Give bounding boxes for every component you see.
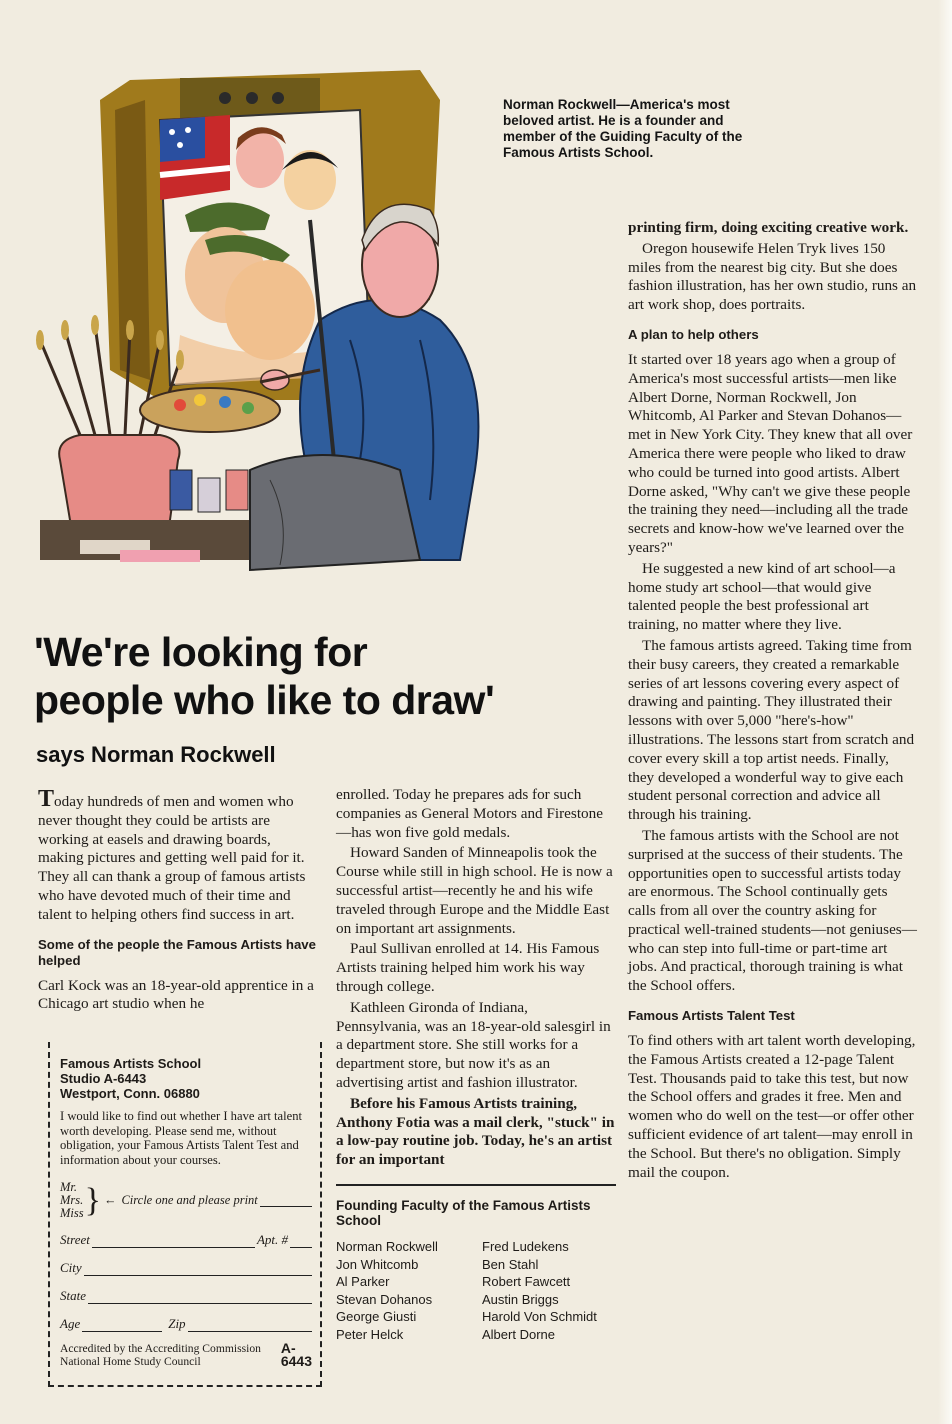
col3-paragraph-6: The famous artists with the School are not surprised at the success of their students. The opportunities open to successful artists today are enormous. The School continually gets calls from all over the country asking for practical well-trained students—not geniuses—who can step into full-time or part-time art jobs. And practical, thorough training is what the School offers. <box>628 826 917 995</box>
rockwell-illustration <box>20 40 485 610</box>
faculty-member: Albert Dorne <box>482 1326 555 1342</box>
col3-paragraph-4: He suggested a new kind of art school—a home study art school—that would give talented people the best professional art training, no matter where they live. <box>628 559 896 634</box>
title-select[interactable] <box>60 1181 312 1220</box>
col3-paragraph-7: To find others with art talent worth developing, the Famous Artists created a 12-page Talent Test. Thousands paid to take this test, but now the School offers and grades it free. Men and women who do well on the test—or offer other sufficient evidence of art talent—may enroll in the School. But there's no obligation. Simply mail the coupon. <box>628 1032 916 1181</box>
street-field[interactable] <box>92 1235 255 1248</box>
coupon-body: I would like to find out whether I have art talent worth developing. Please send me, without obligation, your Famous Artists Talent Test and information about your courses. <box>60 1109 303 1167</box>
col2-paragraph-4: Kathleen Gironda of Indiana, Pennsylvania, was an 18-year-old salesgirl in a department store. She still works for a department store, but now it's as an advertising artist and fashion illustrator. <box>336 998 611 1091</box>
mail-coupon[interactable] <box>48 1042 322 1387</box>
drop-cap: T <box>38 786 55 812</box>
palette <box>140 388 280 432</box>
faculty-title: Founding Faculty of the Famous Artists School <box>336 1197 591 1228</box>
faculty-member: George Giusti <box>336 1309 417 1325</box>
circle-note: Circle one and please print <box>121 1193 258 1208</box>
faculty-member: Peter Helck <box>336 1326 404 1342</box>
col2-paragraph-1: enrolled. Today he prepares ads for such companies as General Motors and Firestone—has won five gold medals. <box>336 786 603 841</box>
coupon-studio: Studio A-6443 <box>60 1071 147 1086</box>
faculty-list <box>336 1238 616 1344</box>
faculty-member: Austin Briggs <box>482 1291 559 1307</box>
arrow-left-icon: ← <box>103 1193 117 1208</box>
city-row <box>60 1260 312 1276</box>
accreditation <box>60 1342 312 1368</box>
column-2 <box>336 786 616 1344</box>
street-label: Street <box>60 1232 90 1248</box>
apt-label: Apt. # <box>256 1232 288 1248</box>
age-field[interactable] <box>82 1319 162 1332</box>
caption-name: Norman Rockwell <box>503 97 617 112</box>
accreditation-text: Accredited by the Accrediting Commission National Home Study Council <box>60 1342 261 1369</box>
name-field[interactable] <box>260 1194 312 1207</box>
subhead: says Norman Rockwell <box>36 742 276 767</box>
coupon-city: Westport, Conn. 06880 <box>60 1086 200 1101</box>
state-label: State <box>60 1288 86 1304</box>
column-1 <box>38 786 318 1014</box>
page-edge <box>938 0 952 1424</box>
title-mrs[interactable]: Mrs. <box>60 1193 84 1208</box>
city-field[interactable] <box>84 1263 312 1276</box>
coupon-school: Famous Artists School <box>60 1056 202 1071</box>
faculty-member: Norman Rockwell <box>336 1238 438 1254</box>
illustration-caption <box>503 97 773 161</box>
faculty-member: Harold Von Schmidt <box>482 1309 597 1325</box>
faculty-member: Stevan Dohanos <box>336 1291 433 1307</box>
col3-paragraph-3: It started over 18 years ago when a group of America's most successful artists—men like Albert Dorne, Norman Rockwell, Jon Whitcomb, Al Parker and Stevan Dohanos—met in New York City. They knew that all over America there were people who liked to draw who could be turned into good artists. Albert Dorne asked, "Why can't we give these people the training they need—including all the trade secrets and know-how we've learned over the years?" <box>628 350 913 556</box>
city-label: City <box>60 1260 82 1276</box>
zip-label: Zip <box>168 1316 186 1332</box>
column-3 <box>628 219 918 1182</box>
faculty-member: Robert Fawcett <box>482 1274 571 1290</box>
state-field[interactable] <box>88 1291 312 1304</box>
age-label: Age <box>60 1316 81 1332</box>
col1-paragraph-2: Carl Kock was an 18-year-old apprentice in a Chicago art studio when he <box>38 976 314 1013</box>
helped-heading: Some of the people the Famous Artists have helped <box>38 936 316 968</box>
age-zip-row <box>60 1316 312 1332</box>
faculty-member: Al Parker <box>336 1274 390 1290</box>
apt-field[interactable] <box>290 1235 312 1248</box>
intro-text: oday hundreds of men and women who never thought they could be artists are working at easels and drawing boards, making pictures and getting well paid for it. They all can thank a group of famous artists who have devoted much of their time and talent to helping others find success in art. <box>38 793 306 923</box>
col3-paragraph-2: Oregon housewife Helen Tryk lives 150 miles from the nearest big city. But she does fashion illustration, has her own studio, runs an art work shop, does portraits. <box>628 239 917 314</box>
headline <box>34 628 594 724</box>
col2-paragraph-5: Before his Famous Artists training, Anthony Fotia was a mail clerk, "stuck" in a low-pay routine job. Today, he's an artist for an important <box>336 1094 615 1169</box>
brace: } <box>84 1181 101 1219</box>
faculty-member: Fred Ludekens <box>482 1238 569 1254</box>
col2-paragraph-3: Paul Sullivan enrolled at 14. His Famous Artists training helped him work his way through college. <box>336 940 600 995</box>
col2-paragraph-2: Howard Sanden of Minneapolis took the Course while still in high school. He is now a successful artist—recently he and his wife traveled through Europe and the Middle East on important art assignments. <box>336 844 613 937</box>
headline-line-2: people who like to draw' <box>34 677 495 723</box>
col3-paragraph-1: printing firm, doing exciting creative work. <box>628 219 909 236</box>
headline-line-1: 'We're looking for <box>34 629 368 675</box>
street-row <box>60 1232 312 1248</box>
plan-heading: A plan to help others <box>628 326 759 342</box>
caption-text: —America's most beloved artist. He is a founder and member of the Guiding Faculty of the Famous Artists School. <box>503 97 743 160</box>
col3-paragraph-5: The famous artists agreed. Taking time from their busy careers, they created a remarkable series of art lessons covering every aspect of drawing and painting. They illustrated their lessons with over 5,000 "here's-how" illustrations. The lessons start from scratch and cover every skill a top artist needs. Finally, they developed a wonderful way to give each student personal correction and advice all through his training. <box>628 636 915 824</box>
zip-field[interactable] <box>188 1319 312 1332</box>
title-mr[interactable]: Mr. <box>60 1180 78 1195</box>
coupon-code: A-6443 <box>280 1340 313 1370</box>
divider <box>336 1184 616 1186</box>
artist-trousers <box>250 455 420 570</box>
intro-paragraph <box>38 786 318 925</box>
faculty-member: Jon Whitcomb <box>336 1256 419 1272</box>
coupon-address <box>60 1056 312 1101</box>
title-miss[interactable]: Miss <box>60 1206 84 1221</box>
state-row <box>60 1288 312 1304</box>
faculty-member: Ben Stahl <box>482 1256 539 1272</box>
talent-test-heading: Famous Artists Talent Test <box>628 1008 795 1024</box>
